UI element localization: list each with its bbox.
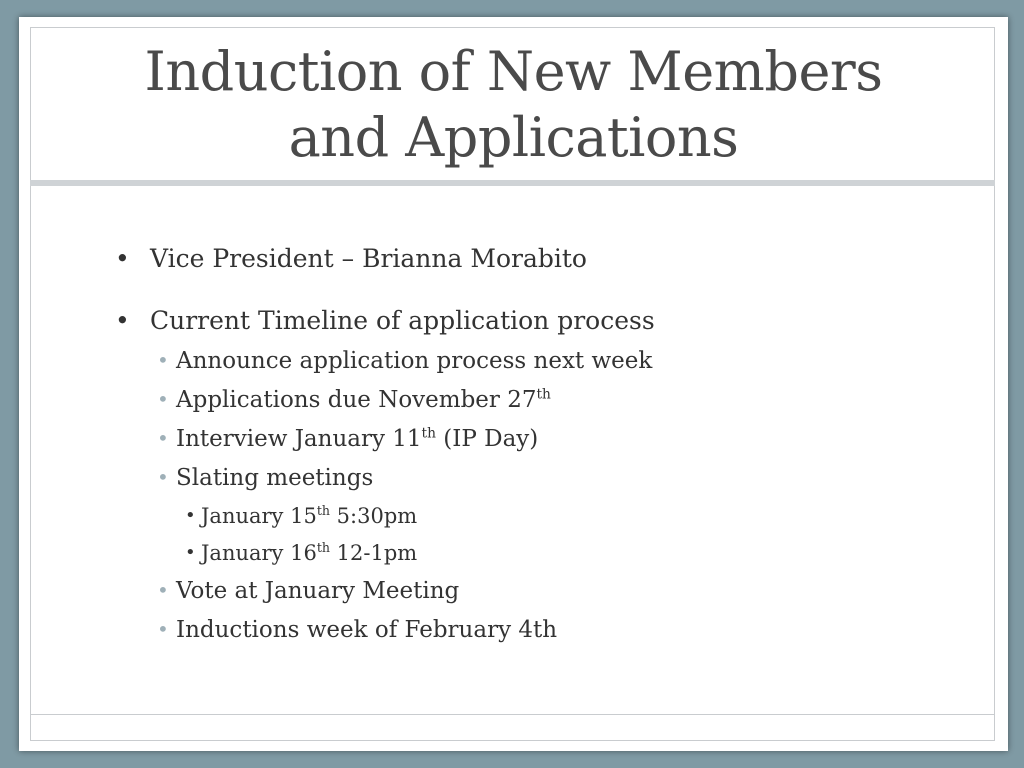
bullet-timeline bbox=[109, 304, 968, 338]
sub-bullet-text: Vote at January Meeting bbox=[176, 578, 460, 604]
sub-bullet-dot: • bbox=[157, 617, 169, 641]
ordinal-suffix: th bbox=[421, 425, 436, 442]
sub-sub-bullet-jan15 bbox=[109, 502, 968, 531]
slide-body bbox=[109, 242, 968, 646]
footer-divider bbox=[30, 714, 995, 715]
slide-title-line-2: and Applications bbox=[288, 106, 739, 169]
sub-bullet-dot: • bbox=[157, 465, 169, 489]
sub-bullet-interview bbox=[109, 424, 968, 455]
slide-title bbox=[19, 39, 1008, 171]
sub-bullet-slating bbox=[109, 463, 968, 494]
title-divider bbox=[30, 180, 995, 186]
sub-sub-bullet-text-tail: 5:30pm bbox=[329, 504, 418, 528]
ordinal-suffix: th bbox=[316, 540, 330, 555]
bullet-text: Current Timeline of application process bbox=[150, 306, 655, 335]
sub-bullet-dot: • bbox=[157, 348, 169, 372]
sub-bullet-dot: • bbox=[157, 387, 169, 411]
sub-bullet-text: Slating meetings bbox=[176, 465, 374, 491]
sub-sub-bullet-text-tail: 12-1pm bbox=[329, 541, 418, 565]
sub-bullet-text: Interview January 11 bbox=[176, 426, 422, 452]
sub-bullet-applications-due bbox=[109, 385, 968, 416]
sub-bullet-inductions bbox=[109, 615, 968, 646]
bullet-text: Vice President – Brianna Morabito bbox=[150, 244, 587, 273]
sub-bullet-text: Inductions week of February 4th bbox=[176, 617, 558, 643]
slide bbox=[19, 17, 1008, 751]
sub-bullet-announce bbox=[109, 346, 968, 377]
sub-sub-bullet-text: January 15 bbox=[201, 504, 317, 528]
sub-sub-bullet-dot: • bbox=[185, 505, 196, 526]
sub-bullet-vote bbox=[109, 576, 968, 607]
bullet-dot: • bbox=[115, 306, 130, 335]
bullet-vice-president bbox=[109, 242, 968, 276]
sub-bullet-text: Announce application process next week bbox=[176, 348, 653, 374]
ordinal-suffix: th bbox=[536, 386, 551, 403]
sub-sub-bullet-dot: • bbox=[185, 542, 196, 563]
sub-bullet-dot: • bbox=[157, 426, 169, 450]
slide-title-line-1: Induction of New Members bbox=[144, 40, 883, 103]
sub-bullet-dot: • bbox=[157, 578, 169, 602]
sub-bullet-text: Applications due November 27 bbox=[176, 387, 537, 413]
bullet-dot: • bbox=[115, 244, 130, 273]
sub-bullet-text-tail: (IP Day) bbox=[435, 426, 539, 452]
sub-sub-bullet-jan16 bbox=[109, 539, 968, 568]
ordinal-suffix: th bbox=[316, 503, 330, 518]
sub-sub-bullet-text: January 16 bbox=[201, 541, 317, 565]
